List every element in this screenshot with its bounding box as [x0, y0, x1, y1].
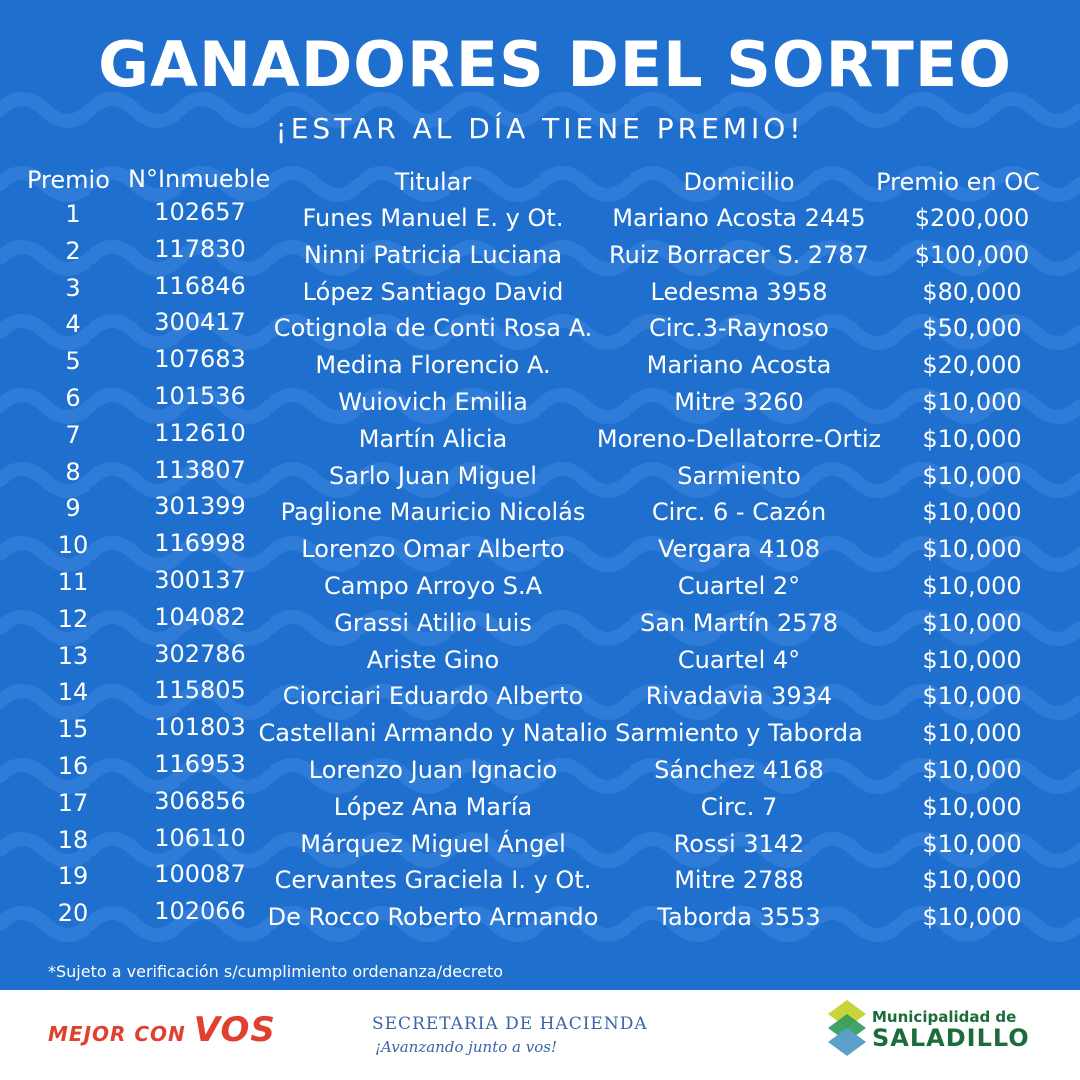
winners-table	[0, 200, 1080, 936]
cell-inmueble: 301399	[154, 492, 246, 521]
table-row	[0, 823, 1080, 863]
column-header-inmueble: N°Inmueble	[128, 165, 271, 193]
cell-premio: 6	[65, 383, 81, 412]
cell-premio-oc: $200,000	[914, 204, 1030, 232]
cell-premio-oc: $50,000	[922, 314, 1022, 343]
cell-premio-oc: $80,000	[922, 277, 1022, 306]
cell-inmueble: 116846	[154, 271, 246, 300]
cell-premio-oc: $10,000	[922, 719, 1022, 748]
cell-titular: Ciorciari Eduardo Alberto	[282, 682, 584, 711]
cell-titular: López Santiago David	[302, 277, 564, 306]
cell-titular: López Ana María	[333, 792, 533, 821]
cell-titular: Medina Florencio A.	[315, 351, 551, 380]
table-row	[0, 200, 1080, 237]
page-title: GANADORES DEL SORTEO	[98, 28, 1012, 101]
table-row	[0, 418, 1080, 458]
table-row	[0, 234, 1080, 274]
cell-domicilio: Ruiz Borracer S. 2787	[609, 240, 869, 269]
cell-premio: 7	[65, 420, 81, 449]
cell-inmueble: 101536	[154, 381, 246, 410]
cell-domicilio: San Martín 2578	[639, 608, 839, 637]
cell-domicilio: Rossi 3142	[673, 829, 805, 858]
table-row	[0, 639, 1080, 679]
cell-domicilio: Circ. 7	[700, 792, 778, 821]
cell-inmueble: 302786	[154, 639, 246, 668]
cell-premio: 4	[65, 310, 81, 339]
cell-premio-oc: $10,000	[922, 903, 1022, 932]
cell-titular: Castellani Armando y Natalio	[258, 719, 608, 748]
cell-titular: Cervantes Graciela I. y Ot.	[274, 866, 592, 895]
cell-domicilio: Cuartel 4°	[677, 645, 801, 674]
table-row	[0, 310, 1080, 347]
cell-premio: 16	[57, 751, 89, 780]
cell-premio-oc: $10,000	[922, 755, 1022, 784]
cell-premio: 13	[57, 641, 89, 670]
cell-domicilio: Mariano Acosta	[646, 351, 832, 380]
cell-premio: 10	[57, 531, 89, 560]
cell-domicilio: Sánchez 4168	[654, 755, 824, 784]
cell-premio: 18	[57, 825, 89, 854]
campaign-vos: VOS	[193, 1010, 276, 1050]
cell-inmueble: 306856	[154, 786, 246, 815]
cell-titular: Márquez Miguel Ángel	[300, 829, 566, 858]
cell-premio-oc: $10,000	[922, 792, 1022, 821]
cell-inmueble: 112610	[154, 418, 246, 447]
saladillo-logo-icon	[826, 998, 868, 1058]
cell-titular: Wuiovich Emilia	[338, 387, 528, 416]
cell-premio-oc: $20,000	[922, 351, 1022, 380]
cell-domicilio: Sarmiento	[677, 461, 801, 490]
cell-domicilio: Mitre 3260	[674, 387, 804, 416]
municipio-name: SALADILLO	[872, 1024, 1030, 1052]
table-row	[0, 862, 1080, 899]
cell-inmueble: 101803	[154, 713, 246, 742]
cell-domicilio: Cuartel 2°	[677, 571, 801, 600]
cell-inmueble: 102657	[154, 198, 246, 226]
table-row	[0, 347, 1080, 384]
cell-premio: 12	[57, 604, 89, 633]
table-row	[0, 678, 1080, 715]
cell-inmueble: 300137	[154, 565, 246, 594]
secretaria-name: SECRETARIA DE HACIENDA	[372, 1014, 648, 1034]
footnote: *Sujeto a verificación s/cumplimiento ordenanza/decreto	[48, 962, 504, 981]
cell-domicilio: Vergara 4108	[658, 535, 820, 564]
table-row	[0, 494, 1080, 531]
cell-premio: 3	[65, 273, 81, 302]
campaign-logo	[48, 1010, 276, 1050]
footer	[0, 990, 1080, 1080]
cell-domicilio: Circ. 6 - Cazón	[651, 498, 827, 527]
cell-inmueble: 115805	[154, 676, 246, 705]
column-header-domicilio: Domicilio	[683, 168, 795, 196]
table-row	[0, 715, 1080, 752]
cell-inmueble: 107683	[154, 345, 246, 374]
cell-titular: Ariste Gino	[366, 645, 500, 674]
cell-premio-oc: $10,000	[922, 535, 1022, 564]
cell-premio: 2	[65, 236, 81, 265]
table-row	[0, 749, 1080, 789]
cell-titular: De Rocco Roberto Armando	[267, 903, 599, 932]
cell-titular: Grassi Atilio Luis	[334, 608, 532, 637]
cell-titular: Paglione Mauricio Nicolás	[280, 498, 586, 527]
table-row	[0, 381, 1080, 421]
cell-titular: Funes Manuel E. y Ot.	[302, 204, 564, 232]
cell-titular: Campo Arroyo S.A	[323, 571, 543, 600]
cell-premio-oc: $10,000	[922, 682, 1022, 711]
column-header-titular: Titular	[394, 168, 472, 196]
cell-domicilio: Taborda 3553	[657, 903, 821, 932]
cell-domicilio: Rivadavia 3934	[645, 682, 833, 711]
cell-domicilio: Mitre 2788	[674, 866, 804, 895]
column-header-premio: Premio	[27, 166, 110, 194]
cell-premio-oc: $10,000	[922, 387, 1022, 416]
cell-premio-oc: $10,000	[922, 424, 1022, 453]
cell-inmueble: 116953	[154, 749, 246, 778]
cell-premio-oc: $10,000	[922, 829, 1022, 858]
cell-titular: Ninni Patricia Luciana	[303, 240, 563, 269]
cell-inmueble: 116998	[154, 529, 246, 558]
cell-inmueble: 106110	[154, 823, 246, 852]
cell-titular: Lorenzo Omar Alberto	[301, 535, 565, 564]
cell-domicilio: Ledesma 3958	[650, 277, 828, 306]
cell-domicilio: Sarmiento y Taborda	[615, 719, 863, 748]
cell-premio-oc: $100,000	[914, 240, 1030, 269]
table-row	[0, 602, 1080, 642]
campaign-lead: MEJOR CON	[48, 1022, 186, 1046]
cell-domicilio: Circ.3-Raynoso	[649, 314, 829, 343]
cell-inmueble: 100087	[154, 860, 246, 889]
cell-titular: Sarlo Juan Miguel	[329, 461, 537, 490]
cell-premio-oc: $10,000	[922, 498, 1022, 527]
cell-titular: Lorenzo Juan Ignacio	[308, 755, 558, 784]
cell-premio: 9	[65, 494, 81, 523]
cell-inmueble: 102066	[154, 897, 246, 926]
page-subtitle: ¡ESTAR AL DÍA TIENE PREMIO!	[275, 112, 805, 145]
cell-premio: 1	[65, 200, 81, 228]
cell-premio: 14	[57, 678, 89, 707]
cell-premio: 19	[57, 862, 89, 891]
secretaria-slogan: ¡Avanzando junto a vos!	[375, 1038, 557, 1056]
cell-premio: 11	[57, 567, 89, 596]
cell-premio-oc: $10,000	[922, 461, 1022, 490]
cell-premio-oc: $10,000	[922, 608, 1022, 637]
cell-domicilio: Mariano Acosta 2445	[612, 204, 866, 232]
column-header-premio-oc: Premio en OC	[876, 168, 1040, 196]
table-row	[0, 786, 1080, 826]
cell-premio: 8	[65, 457, 81, 486]
cell-premio: 15	[57, 715, 89, 744]
cell-premio: 17	[57, 788, 89, 817]
table-row	[0, 565, 1080, 605]
cell-premio: 20	[57, 899, 89, 928]
cell-premio: 5	[65, 347, 81, 376]
cell-titular: Cotignola de Conti Rosa A.	[273, 314, 593, 343]
cell-premio-oc: $10,000	[922, 645, 1022, 674]
municipio-label: Municipalidad de	[872, 1008, 1017, 1026]
table-row	[0, 455, 1080, 495]
cell-inmueble: 117830	[154, 234, 246, 263]
table-row	[0, 899, 1080, 936]
cell-titular: Martín Alicia	[358, 424, 508, 453]
table-row	[0, 531, 1080, 568]
cell-inmueble: 104082	[154, 602, 246, 631]
cell-premio-oc: $10,000	[922, 866, 1022, 895]
cell-inmueble: 113807	[154, 455, 246, 484]
cell-inmueble: 300417	[154, 308, 246, 337]
cell-domicilio: Moreno-Dellatorre-Ortiz	[596, 424, 882, 453]
table-row	[0, 271, 1080, 311]
cell-premio-oc: $10,000	[922, 571, 1022, 600]
